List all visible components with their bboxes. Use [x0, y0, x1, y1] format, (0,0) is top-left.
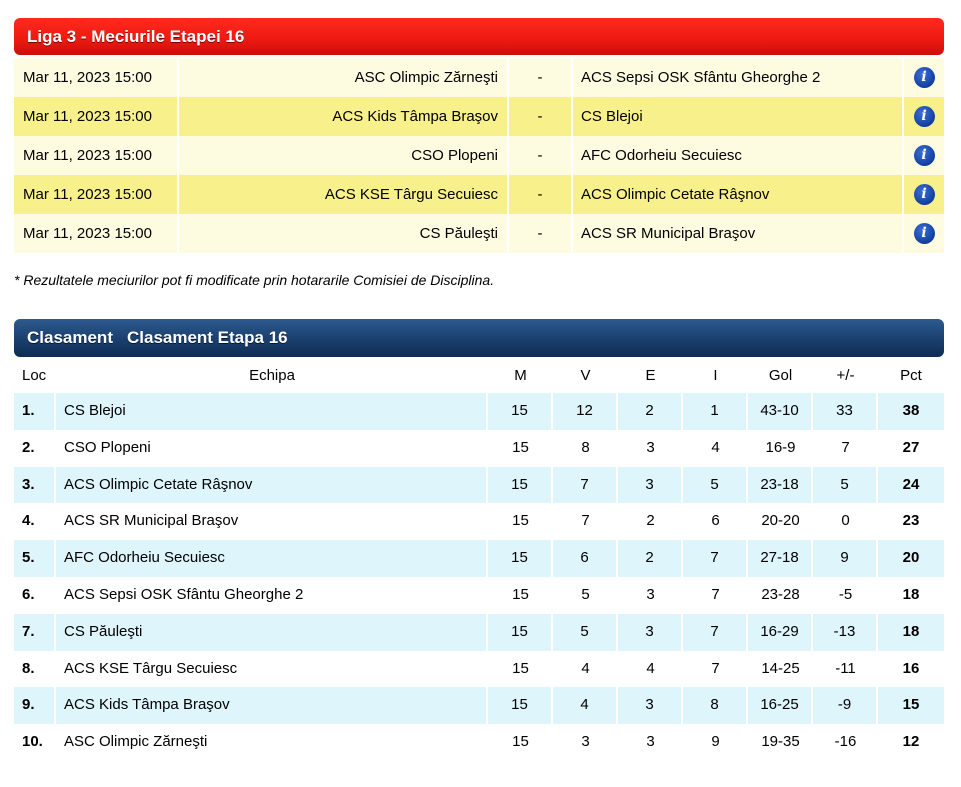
match-home-team: CS Păuleşti: [179, 214, 509, 253]
standings-v: 8: [581, 438, 590, 456]
standings-v: 4: [581, 659, 590, 677]
standings-m: 15: [488, 393, 553, 430]
standings-team[interactable]: CSO Plopeni: [64, 438, 151, 456]
standings-gol: 20-20: [761, 512, 800, 530]
standings-loc: 2.: [22, 438, 35, 456]
standings-gol: 27-18: [748, 540, 813, 577]
standings-loc: 3.: [14, 467, 56, 504]
standings-row: [14, 687, 944, 724]
standings-row: [14, 651, 944, 688]
standings-diff: -16: [834, 733, 857, 751]
match-away-team: ACS Olimpic Cetate Râşnov: [573, 175, 904, 214]
standings-e: 3: [618, 687, 683, 724]
match-date: Mar 11, 2023 15:00: [14, 136, 179, 175]
standings-loc: 8.: [22, 659, 35, 677]
standings-e: 2: [646, 512, 655, 530]
match-away-team: ACS SR Municipal Braşov: [573, 214, 904, 253]
col-header-v: V: [580, 367, 591, 384]
standings-team[interactable]: ACS SR Municipal Braşov: [64, 512, 239, 530]
standings-pct: 20: [902, 549, 920, 567]
match-away-team: ACS Sepsi OSK Sfântu Gheorghe 2: [573, 58, 904, 97]
matches-table: [14, 58, 944, 253]
standings-loc: 9.: [14, 687, 56, 724]
match-row: [14, 136, 944, 175]
standings-i: 7: [711, 585, 720, 603]
match-date: Mar 11, 2023 15:00: [14, 97, 179, 136]
standings-m: 15: [488, 467, 553, 504]
standings-gol: 23-28: [761, 585, 800, 603]
standings-gol: 19-35: [761, 733, 800, 751]
match-separator: -: [509, 175, 573, 214]
match-info-cell: [904, 136, 944, 175]
info-icon[interactable]: i: [914, 145, 935, 166]
standings-m: 15: [512, 438, 529, 456]
match-row: [14, 214, 944, 253]
standings-row: [14, 540, 944, 577]
standings-row: [14, 577, 944, 614]
standings-i: 7: [711, 659, 720, 677]
standings-diff: 5: [813, 467, 878, 504]
standings-diff: -13: [813, 614, 878, 651]
standings-diff: -9: [813, 687, 878, 724]
match-separator: -: [509, 58, 573, 97]
standings-team[interactable]: ACS KSE Târgu Secuiesc: [64, 659, 238, 677]
match-home-team: CSO Plopeni: [179, 136, 509, 175]
standings-header-row: [14, 359, 944, 393]
standings-team[interactable]: ACS Kids Tâmpa Braşov: [56, 687, 488, 724]
standings-i: 8: [683, 687, 748, 724]
match-row: [14, 58, 944, 97]
match-home-team: ASC Olimpic Zărneşti: [179, 58, 509, 97]
standings-e: 3: [646, 438, 655, 456]
standings-pct: 27: [902, 438, 920, 456]
standings-i: 5: [683, 467, 748, 504]
standings-v: 7: [581, 512, 590, 530]
standings-e: 2: [618, 393, 683, 430]
standings-header: [14, 319, 944, 357]
col-header-i: I: [713, 367, 718, 384]
standings-gol: 16-29: [748, 614, 813, 651]
col-header-gol: Gol: [768, 367, 793, 384]
standings-gol: 16-9: [765, 438, 796, 456]
standings-e: 4: [646, 659, 655, 677]
standings-loc: 7.: [14, 614, 56, 651]
standings-i: 9: [711, 733, 720, 751]
standings-loc: 1.: [14, 393, 56, 430]
match-info-cell: [904, 214, 944, 253]
standings-row: [14, 724, 944, 761]
match-home-team: ACS Kids Tâmpa Braşov: [179, 97, 509, 136]
standings-diff: 0: [841, 512, 850, 530]
match-info-cell: [904, 175, 944, 214]
standings-v: 5: [581, 585, 590, 603]
standings-v: 5: [553, 614, 618, 651]
info-icon[interactable]: i: [914, 223, 935, 244]
standings-team[interactable]: ACS Olimpic Cetate Râşnov: [56, 467, 488, 504]
standings-diff: -5: [838, 585, 853, 603]
standings-loc: 6.: [22, 585, 35, 603]
standings-m: 15: [488, 540, 553, 577]
standings-row: [14, 467, 944, 504]
standings-pct: 24: [902, 475, 920, 493]
standings-v: 12: [553, 393, 618, 430]
standings-team[interactable]: AFC Odorheiu Secuiesc: [56, 540, 488, 577]
standings-e: 2: [618, 540, 683, 577]
standings-i: 6: [711, 512, 720, 530]
standings-i: 1: [683, 393, 748, 430]
match-away-team: AFC Odorheiu Secuiesc: [573, 136, 904, 175]
standings-gol: 23-18: [748, 467, 813, 504]
standings-e: 3: [618, 467, 683, 504]
standings-team[interactable]: CS Păuleşti: [56, 614, 488, 651]
match-date: Mar 11, 2023 15:00: [14, 58, 179, 97]
match-away-team: CS Blejoi: [573, 97, 904, 136]
col-header-e: E: [645, 367, 656, 384]
standings-row: [14, 503, 944, 540]
standings-gol: 16-25: [748, 687, 813, 724]
col-header-loc: Loc: [22, 367, 47, 384]
col-header-team: Echipa: [249, 367, 295, 384]
standings-loc: 5.: [14, 540, 56, 577]
match-row: [14, 175, 944, 214]
match-date: Mar 11, 2023 15:00: [14, 175, 179, 214]
match-separator: -: [509, 214, 573, 253]
matches-title: Liga 3 - Meciurile Etapei 16: [27, 27, 245, 46]
standings-loc: 4.: [22, 512, 35, 530]
standings-m: 15: [512, 585, 529, 603]
standings-row: [14, 430, 944, 467]
standings-m: 15: [512, 659, 529, 677]
standings-loc: 10.: [22, 733, 43, 751]
standings-pct: 23: [902, 512, 920, 530]
standings-row: [14, 393, 944, 430]
standings-m: 15: [488, 614, 553, 651]
standings-pct: 38: [902, 402, 920, 419]
match-date: Mar 11, 2023 15:00: [14, 214, 179, 253]
standings-i: 7: [683, 540, 748, 577]
standings-pct: 16: [902, 659, 920, 677]
footnote: * Rezultatele meciurilor pot fi modificate prin hotararile Comisiei de Disciplina.: [14, 272, 495, 288]
standings-e: 3: [646, 585, 655, 603]
standings-e: 3: [646, 733, 655, 751]
standings-m: 15: [512, 512, 529, 530]
standings-e: 3: [618, 614, 683, 651]
col-header-m: M: [514, 367, 527, 384]
standings-team[interactable]: CS Blejoi: [56, 393, 488, 430]
standings-tab-label[interactable]: Clasament: [27, 328, 113, 347]
info-icon[interactable]: i: [914, 67, 935, 88]
standings-team[interactable]: ACS Sepsi OSK Sfântu Gheorghe 2: [64, 585, 304, 603]
col-header-diff: +/-: [836, 367, 855, 384]
standings-v: 6: [553, 540, 618, 577]
match-info-cell: [904, 58, 944, 97]
standings-i: 4: [711, 438, 720, 456]
standings-pct: 18: [902, 622, 920, 640]
standings-table: [14, 359, 944, 761]
matches-header: [14, 18, 944, 55]
standings-diff: 7: [841, 438, 850, 456]
standings-diff: 33: [813, 393, 878, 430]
standings-pct: 12: [902, 733, 920, 751]
standings-i: 7: [683, 614, 748, 651]
standings-v: 7: [553, 467, 618, 504]
match-row: [14, 97, 944, 136]
standings-pct: 15: [902, 696, 920, 714]
standings-diff: -11: [835, 659, 856, 677]
standings-title: Clasament Etapa 16: [126, 328, 288, 347]
standings-diff: 9: [813, 540, 878, 577]
col-header-pct: Pct: [900, 367, 922, 384]
standings-m: 15: [488, 687, 553, 724]
info-icon[interactable]: i: [914, 106, 935, 127]
standings-pct: 18: [902, 585, 920, 603]
info-icon[interactable]: i: [914, 184, 935, 205]
standings-row: [14, 614, 944, 651]
standings-m: 15: [512, 733, 529, 751]
match-separator: -: [509, 136, 573, 175]
standings-v: 4: [553, 687, 618, 724]
standings-v: 3: [581, 733, 590, 751]
standings-gol: 14-25: [761, 659, 800, 677]
standings-team[interactable]: ASC Olimpic Zărneşti: [64, 733, 208, 751]
standings-gol: 43-10: [748, 393, 813, 430]
match-info-cell: [904, 97, 944, 136]
match-home-team: ACS KSE Târgu Secuiesc: [179, 175, 509, 214]
match-separator: -: [509, 97, 573, 136]
